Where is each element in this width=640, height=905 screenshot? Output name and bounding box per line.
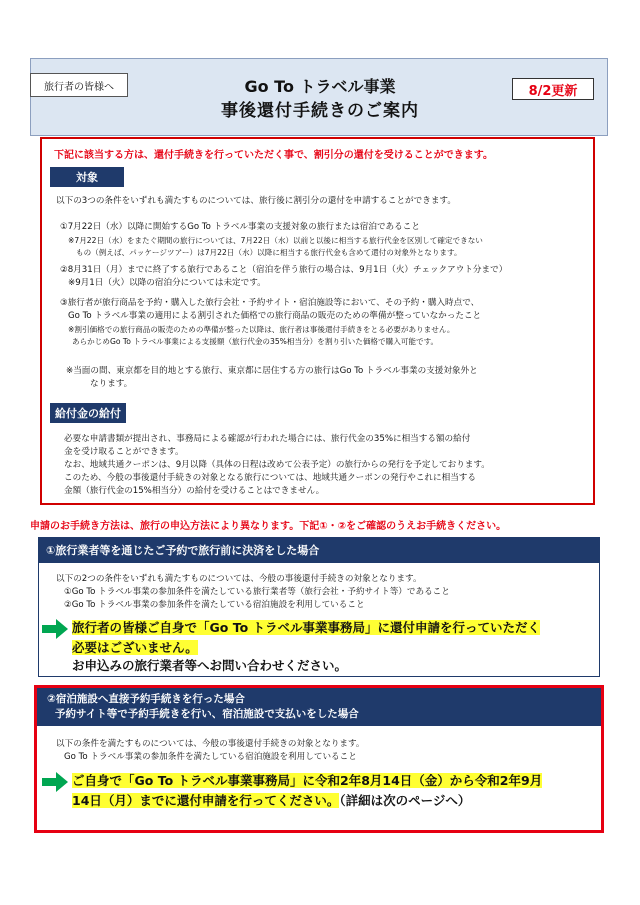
- arrow-right-icon: [42, 772, 68, 792]
- benefit-line2: 金を受け取ることができます。: [64, 447, 184, 457]
- benefit-line4: このため、今般の事後還付手続きの対象となる旅行については、地域共通クーポンの発行やこれに相当する: [64, 473, 476, 483]
- update-badge: 8/2更新: [512, 78, 594, 100]
- case2-highlight-line2: 14日（月）までに還付申請を行ってください。（詳細は次のページへ）: [72, 793, 471, 808]
- case2-highlight-line1: ご自身で「Go To トラベル事業事務局」に令和2年8月14日（金）から令和2年9月: [72, 773, 543, 788]
- case1-highlight-line3: お申込みの旅行業者等へお問い合わせください。: [72, 658, 348, 673]
- case1-condition-2: ②Go To トラベル事業の参加条件を満たしている宿泊施設を利用していること: [64, 600, 365, 610]
- case2-heading-line2: 予約サイト等で予約手続きを行い、宿泊施設で支払いをした場合: [55, 708, 359, 720]
- page-title-line1: Go To トラベル事業: [244, 77, 396, 96]
- condition-3-note: ※割引価格での旅行商品の販売のための準備が整った以降は、旅行者は事後還付手続きをとる必要がありません。: [68, 325, 455, 334]
- condition-1-note: ※7月22日（水）をまたぐ期間の旅行については、7月22日（水）以前と以後に相当する旅行代金を区別して確定できない: [68, 236, 483, 245]
- case1-highlight-line1: 旅行者の皆様ご自身で「Go To トラベル事業事務局」に還付申請を行っていただく: [72, 620, 541, 635]
- benefit-section-label: 給付金の給付: [50, 403, 126, 423]
- case2-lead: 以下の条件を満たすものについては、今般の事後還付手続きの対象となります。: [56, 739, 365, 749]
- audience-tag: 旅行者の皆様へ: [30, 73, 128, 97]
- case1-highlight-line2: 必要はございません。: [72, 640, 198, 655]
- page-title-line2: 事後還付手続きのご案内: [221, 101, 419, 121]
- condition-3-note-cont: あらかじめGo To トラベル事業による支援額（旅行代金の35%相当分）を割り引いた価格で購入可能です。: [72, 337, 439, 346]
- target-lead: 以下の3つの条件をいずれも満たすものについては、旅行後に割引分の還付を申請することができます。: [56, 196, 456, 206]
- condition-3: ③旅行者が旅行商品を予約・購入した旅行会社・予約サイト・宿泊施設等において、その予約・購入時点で、: [60, 298, 480, 308]
- intro-text: 下記に該当する方は、還付手続きを行っていただく事で、割引分の還付を受けることができます。: [54, 150, 493, 161]
- case1-condition-1: ①Go To トラベル事業の参加条件を満たしている旅行業者等（旅行会社・予約サイト等）であること: [64, 587, 450, 597]
- condition-2: ②8月31日（月）までに終了する旅行であること（宿泊を伴う旅行の場合は、9月1日（火）チェックアウト分まで）: [60, 265, 508, 275]
- how-to-apply: 申請のお手続き方法は、旅行の申込方法により異なります。下記①・②をご確認のうえお手続きください。: [30, 521, 507, 532]
- case1-lead: 以下の2つの条件をいずれも満たすものについては、今般の事後還付手続きの対象となります。: [56, 574, 422, 584]
- case2-condition: Go To トラベル事業の参加条件を満たしている宿泊施設を利用していること: [64, 752, 357, 762]
- target-section-label: 対象: [50, 167, 124, 187]
- case2-heading-line1: ②宿泊施設へ直接予約手続きを行った場合: [47, 693, 245, 705]
- benefit-line5: 金額（旅行代金の15%相当分）の給付を受けることはできません。: [64, 486, 325, 496]
- case1-heading: ①旅行業者等を通じたご予約で旅行前に決済をした場合: [38, 537, 600, 563]
- case2-details-suffix: （詳細は次のページへ）: [339, 793, 471, 808]
- benefit-line1: 必要な申請書類が提出され、事務局による確認が行われた場合には、旅行代金の35%に相当する額の給付: [64, 434, 471, 444]
- condition-1-note-cont: もの（例えば、パッケージツアー）は7月22日（水）以降に相当する旅行代金も含めて還付の対象外となります。: [76, 248, 462, 257]
- condition-2-note: ※9月1日（火）以降の宿泊分については未定です。: [68, 278, 266, 288]
- tokyo-note-cont: なります。: [90, 379, 133, 389]
- case2-heading: [37, 688, 601, 726]
- tokyo-note: ※当面の間、東京都を目的地とする旅行、東京都に居住する方の旅行はGo To トラベル事業の支援対象外と: [66, 366, 478, 376]
- condition-1: ①7月22日（水）以降に開始するGo To トラベル事業の支援対象の旅行または宿泊であること: [60, 222, 420, 232]
- arrow-right-icon: [42, 619, 68, 639]
- condition-3-cont: Go To トラベル事業の適用による割引された価格での旅行商品の販売のための準備が整っていなかったこと: [68, 311, 482, 321]
- benefit-line3: なお、地域共通クーポンは、9月以降（具体の日程は改めて公表予定）の旅行からの発行を予定しております。: [64, 460, 490, 470]
